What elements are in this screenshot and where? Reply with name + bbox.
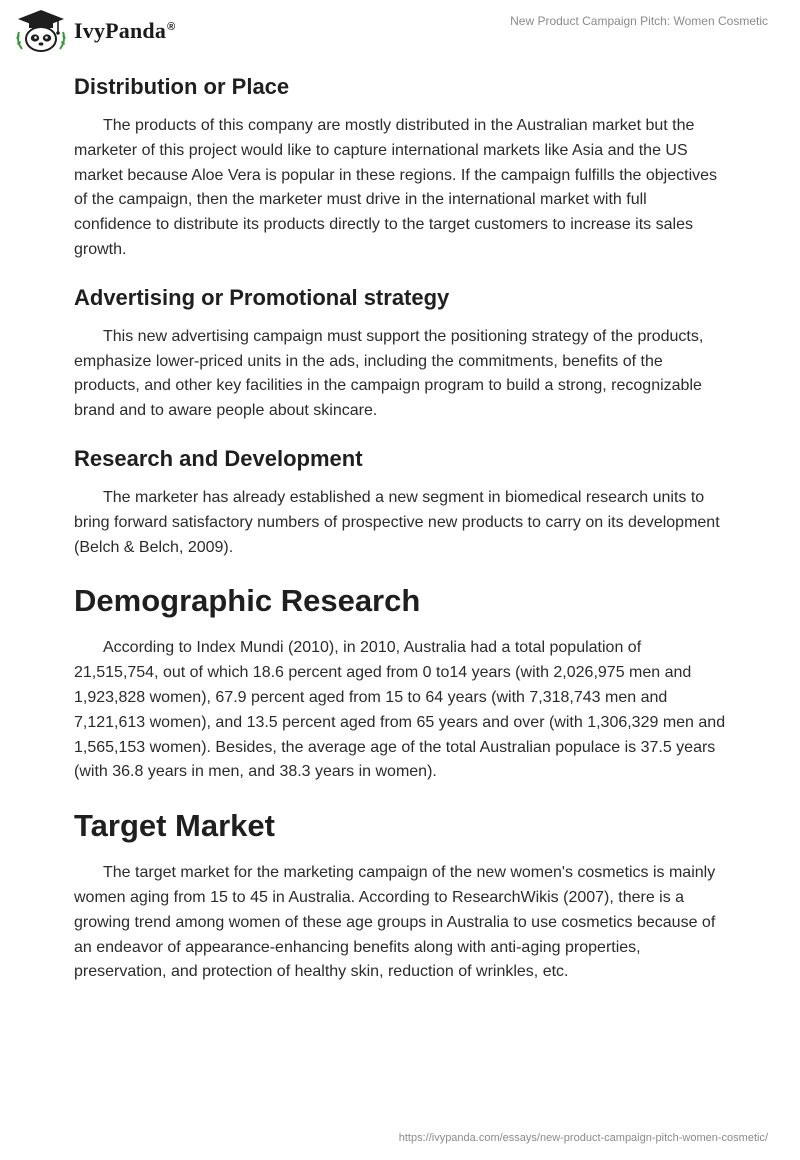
section-heading: Research and Development [74, 445, 363, 471]
brand-logo[interactable] [14, 8, 175, 54]
section-distribution [74, 70, 726, 263]
section-heading: Advertising or Promotional strategy [74, 284, 450, 310]
panda-graduate-icon [14, 8, 68, 54]
section-paragraph: The target market for the marketing campaign of the new women's cosmetics is mainly women aging from 15 to 45 in Australia. According to ResearchWikis (2007), there is a growing trend among women of these age groups in Australia to use cosmetics because of an endeavor of appearance-enhancing benefits along with anti-aging properties, preservation, and protection of healthy skin, reduction of wrinkles, etc. [74, 864, 716, 981]
section-paragraph: The marketer has already established a new segment in biomedical research units to bring forward satisfactory numbers of prospective new products to carry on its development (Belch & Belch, 2009). [74, 488, 720, 556]
section-demographic-research [74, 578, 726, 785]
document-title: New Product Campaign Pitch: Women Cosmetic [510, 14, 768, 28]
brand-text: IvyPanda [74, 18, 167, 43]
registered-mark: ® [167, 20, 176, 33]
article-body [74, 70, 726, 1003]
section-paragraph: According to Index Mundi (2010), in 2010, Australia had a total population of 21,515,754, out of which 18.6 percent aged from 0 to14 years (with 2,026,975 men and 1,923,828 women), 67.9 percent aged from 15 to 64 years (with 7,318,743 men and 7,121,613 women), and 13.5 percent aged from 65 years and over (with 1,306,329 men and 1,565,153 women). Besides, the average age of the total Australian populace is 37.5 years (with 36.8 years in men, and 38.3 years in women). [74, 639, 726, 781]
section-paragraph: The products of this company are mostly distributed in the Australian market but the marketer of this project would like to capture international markets like Asia and the US market because Aloe Vera is popular in these regions. If the campaign fulfills the objectives of the campaign, then the marketer must drive in the international market with full confidence to distribute its products directly to the target customers to increase its sales growth. [74, 117, 718, 258]
section-heading: Distribution or Place [74, 74, 290, 99]
page-header [0, 0, 800, 60]
section-heading: Demographic Research [74, 583, 421, 619]
section-research-development [74, 442, 726, 560]
section-heading: Target Market [74, 808, 275, 844]
section-paragraph: This new advertising campaign must support the positioning strategy of the products, emphasize lower-priced units in the ads, including the commitments, benefits of the products, and other key facilities in the campaign program to build a strong, recognizable brand and to aware people about skincare. [74, 327, 704, 420]
source-url-link[interactable]: https://ivypanda.com/essays/new-product-campaign-pitch-women-cosmetic/ [398, 1132, 768, 1144]
section-advertising [74, 281, 726, 424]
brand-name [74, 18, 175, 44]
section-target-market [74, 803, 726, 985]
